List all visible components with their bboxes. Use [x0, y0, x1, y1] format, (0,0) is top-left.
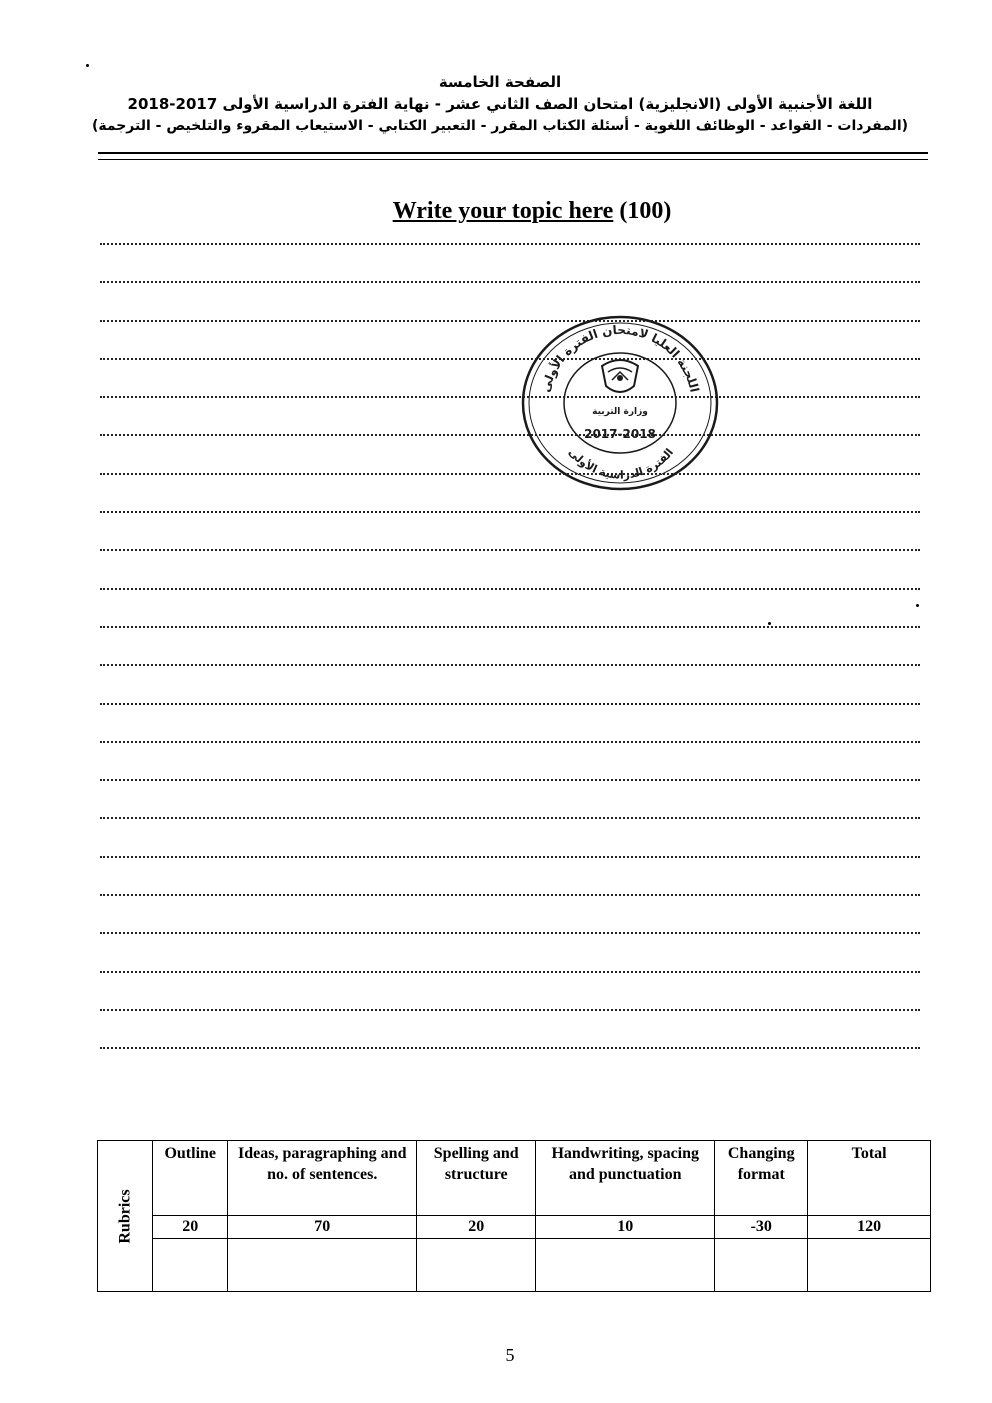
- writing-line[interactable]: [100, 434, 920, 436]
- writing-line[interactable]: [100, 894, 920, 896]
- rubric-header-total: Total: [808, 1141, 931, 1216]
- writing-line[interactable]: [100, 856, 920, 858]
- scan-speck: [768, 622, 771, 625]
- writing-line[interactable]: [100, 664, 920, 666]
- writing-line[interactable]: [100, 473, 920, 475]
- writing-area[interactable]: [100, 230, 920, 1086]
- rubric-value-handwriting: 10: [536, 1216, 715, 1239]
- writing-line[interactable]: [100, 971, 920, 973]
- stamp-top-text: اللجنة العليا لامتحان الفترة الأولى: [538, 322, 702, 394]
- writing-line[interactable]: [100, 932, 920, 934]
- stamp-outer-ring: [523, 317, 717, 489]
- writing-line[interactable]: [100, 511, 920, 513]
- rubric-value-ideas: 70: [228, 1216, 417, 1239]
- writing-line[interactable]: [100, 817, 920, 819]
- score-cell-outline[interactable]: [153, 1239, 228, 1292]
- official-stamp: [520, 314, 720, 492]
- exam-sections-line: (المفردات - القواعد - الوظائف اللغوية - أسئلة الكتاب المقرر - التعبير الكتابي - الاستيعاب المقروء والتلخيص - الترجمة): [91, 118, 909, 134]
- scan-speck: [86, 64, 89, 67]
- writing-line[interactable]: [100, 281, 920, 283]
- rubric-value-outline: 20: [153, 1216, 228, 1239]
- scan-speck: [916, 604, 919, 607]
- writing-line[interactable]: [100, 626, 920, 628]
- rubrics-side-label: Rubrics: [116, 1188, 134, 1244]
- writing-line[interactable]: [100, 741, 920, 743]
- emblem-icon: [602, 360, 638, 392]
- rubrics-table: [97, 1140, 931, 1292]
- score-cell-spelling[interactable]: [417, 1239, 536, 1292]
- writing-line[interactable]: [100, 243, 920, 245]
- writing-line[interactable]: [100, 1047, 920, 1049]
- rubric-value-spelling: 20: [417, 1216, 536, 1239]
- writing-line[interactable]: [100, 549, 920, 551]
- writing-line[interactable]: [100, 358, 920, 360]
- rubrics-side-cell: [98, 1141, 153, 1292]
- page-number: 5: [505, 1345, 515, 1365]
- topic-title-text: Write your topic here: [392, 198, 614, 224]
- rubric-header-handwriting: Handwriting, spacing and punctuation: [536, 1141, 715, 1216]
- rubric-header-spelling: Spelling and structure: [417, 1141, 536, 1216]
- stamp-year: 2017-2018: [584, 427, 656, 441]
- writing-line[interactable]: [100, 779, 920, 781]
- rubric-header-ideas: Ideas, paragraphing and no. of sentences.: [228, 1141, 417, 1216]
- writing-line[interactable]: [100, 703, 920, 705]
- page-label: الصفحة الخامسة: [438, 73, 562, 91]
- score-cell-ideas[interactable]: [228, 1239, 417, 1292]
- rubric-header-changing-format: Changing format: [715, 1141, 808, 1216]
- topic-marks: (100): [619, 198, 672, 224]
- writing-line[interactable]: [100, 588, 920, 590]
- header-divider: [98, 152, 928, 160]
- rubric-value-changing-format: -30: [715, 1216, 808, 1239]
- score-cell-total[interactable]: [808, 1239, 931, 1292]
- writing-line[interactable]: [100, 396, 920, 398]
- topic-title: [0, 198, 992, 225]
- score-cell-changing-format[interactable]: [715, 1239, 808, 1292]
- stamp-bottom-text: الفترة الدراسية الأولى: [565, 445, 677, 482]
- rubric-header-outline: Outline: [153, 1141, 228, 1216]
- writing-line[interactable]: [100, 1009, 920, 1011]
- stamp-center-text: وزارة التربية: [592, 407, 648, 417]
- stamp-outer-inner-ring: [529, 323, 711, 483]
- writing-line[interactable]: [100, 320, 920, 322]
- score-cell-handwriting[interactable]: [536, 1239, 715, 1292]
- exam-title-line: اللغة الأجنبية الأولى (الانجليزية) امتحان الصف الثاني عشر - نهاية الفترة الدراسية الأولى 2017-2018: [127, 95, 873, 113]
- rubric-value-total: 120: [808, 1216, 931, 1239]
- exam-header: [60, 72, 940, 136]
